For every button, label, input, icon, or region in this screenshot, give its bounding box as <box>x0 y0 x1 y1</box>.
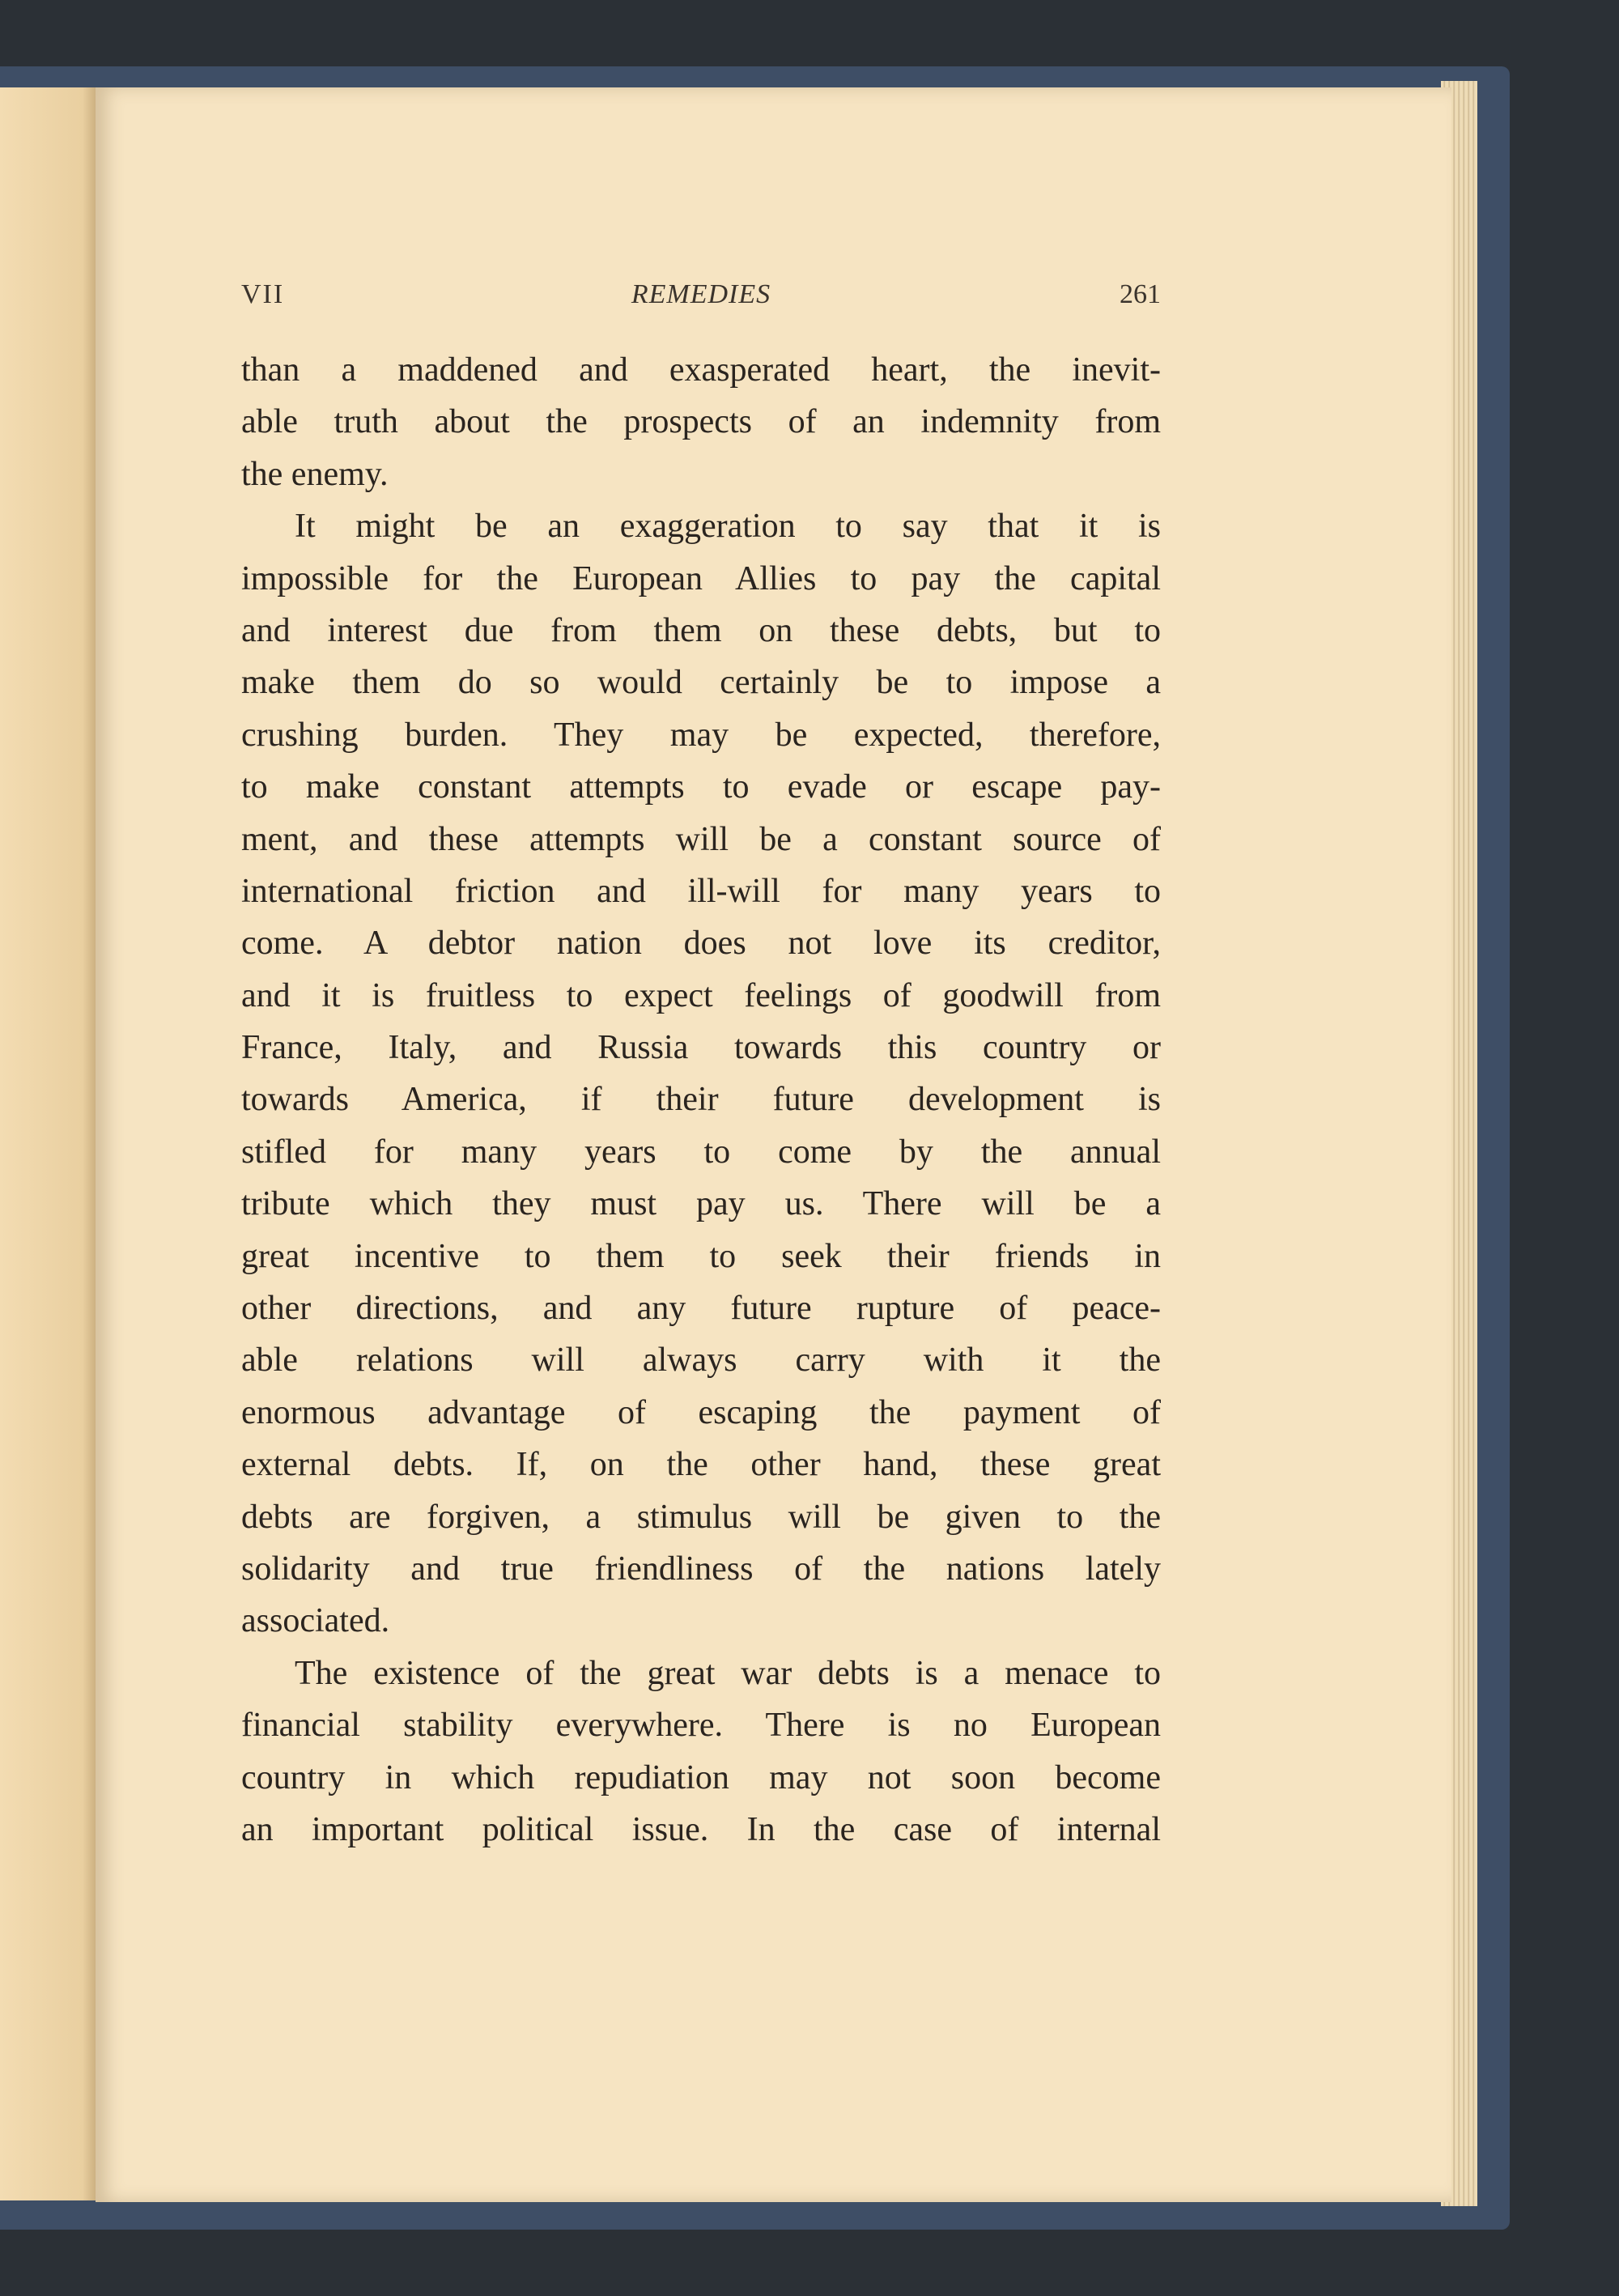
page-body-text <box>241 344 1161 1856</box>
text-line: debts are forgiven, a stimulus will be given to the <box>241 1498 1161 1536</box>
text-line: impossible for the European Allies to pay the capital <box>241 559 1161 597</box>
text-line: and interest due from them on these debts, but to <box>241 611 1161 649</box>
text-line: an important political issue. In the case of internal <box>241 1810 1161 1848</box>
text-line: make them do so would certainly be to impose a <box>241 664 1161 702</box>
text-line: to make constant attempts to evade or escape pay- <box>241 768 1161 806</box>
text-line: solidarity and true friendliness of the nations lately <box>241 1550 1161 1588</box>
text-line: able truth about the prospects of an indemnity from <box>241 403 1161 441</box>
text-line: crushing burden. They may be expected, therefore, <box>241 716 1161 754</box>
text-line: than a maddened and exasperated heart, the inevit- <box>241 351 1161 389</box>
text-line: It might be an exaggeration to say that it is <box>295 508 1161 546</box>
text-line: tribute which they must pay us. There will be a <box>241 1185 1161 1223</box>
chapter-number: VII <box>241 279 285 309</box>
text-line: stifled for many years to come by the annual <box>241 1133 1161 1171</box>
text-line: associated. <box>241 1602 390 1640</box>
text-line: other directions, and any future rupture of peace- <box>241 1290 1161 1328</box>
text-line: and it is fruitless to expect feelings of goodwill from <box>241 976 1161 1014</box>
text-line: come. A debtor nation does not love its creditor, <box>241 925 1161 963</box>
text-line: financial stability everywhere. There is no European <box>241 1707 1161 1745</box>
left-page-edge <box>0 87 97 2200</box>
text-line: able relations will always carry with it the <box>241 1341 1161 1380</box>
text-line: great incentive to them to seek their friends in <box>241 1237 1161 1275</box>
text-line: external debts. If, on the other hand, these great <box>241 1446 1161 1484</box>
text-line: France, Italy, and Russia towards this country or <box>241 1029 1161 1067</box>
text-line: The existence of the great war debts is a menace to <box>295 1654 1161 1692</box>
text-line: country in which repudiation may not soon become <box>241 1758 1161 1796</box>
text-line: enormous advantage of escaping the payment of <box>241 1393 1161 1431</box>
text-line: ment, and these attempts will be a constant source of <box>241 820 1161 858</box>
text-line: towards America, if their future development is <box>241 1081 1161 1119</box>
page-number: 261 <box>1120 279 1161 309</box>
chapter-title: REMEDIES <box>631 279 771 309</box>
running-header <box>241 279 1161 320</box>
text-line: international friction and ill-will for many years to <box>241 872 1161 910</box>
text-line: the enemy. <box>241 455 389 493</box>
